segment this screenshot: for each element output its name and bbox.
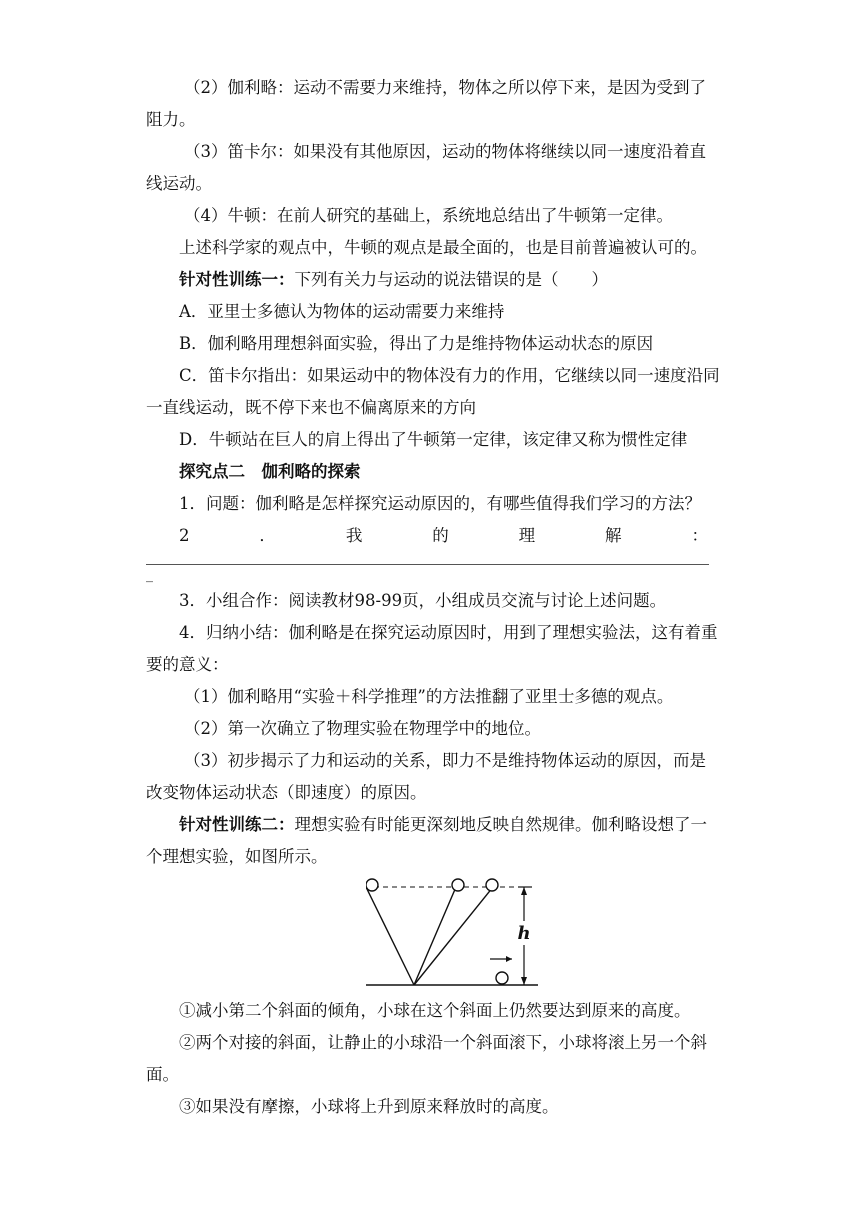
exercise-one-text: 下列有关力与运动的说法错误的是（ ） <box>294 270 608 289</box>
answer-prompt-char: 解 <box>605 526 622 545</box>
exercise-one-label: 针对性训练一： <box>179 270 295 289</box>
paragraph-descartes-view: （3）笛卡尔：如果没有其他原因，运动的物体将继续以同一速度沿着直线运动。 <box>146 142 706 193</box>
height-arrow-bottom <box>521 977 527 985</box>
document-content <box>146 72 720 1123</box>
motion-arrow-head <box>506 956 512 962</box>
step-one: ①减小第二个斜面的倾角，小球在这个斜面上仍然要达到原来的高度。 <box>179 1001 691 1020</box>
answer-prompt-char: ． <box>259 526 276 545</box>
ideal-experiment-figure <box>146 877 720 995</box>
answer-prompt-char: 我 <box>345 526 363 545</box>
answer-prompt-char: 的 <box>432 526 449 545</box>
option-a: A．亚里士多德认为物体的运动需要力来维持 <box>179 302 505 321</box>
exercise-two-text: 理想实验有时能更深刻地反映自然规律。伽利略设想了一个理想实验，如图所示。 <box>146 815 707 866</box>
ball-gentle-end <box>486 879 498 891</box>
option-b: B．伽利略用理想斜面实验，得出了力是维持物体运动状态的原因 <box>179 334 654 353</box>
answer-prompt-char: 理 <box>518 526 536 545</box>
summary-point-one: （1）伽利略用“实验＋科学推理”的方法推翻了亚里士多德的观点。 <box>184 687 674 706</box>
ball-horizontal <box>496 972 508 984</box>
option-d: D．牛顿站在巨人的肩上得出了牛顿第一定律，该定律又称为惯性定律 <box>179 430 688 449</box>
question-four: 4．归纳小结：伽利略是在探究运动原因时，用到了理想实验法，这有着重要的意义： <box>146 623 718 674</box>
left-slope <box>366 887 414 985</box>
option-c: C．笛卡尔指出：如果运动中的物体没有力的作用，它继续以同一速度沿同一直线运动，既不停下来也不偏离原来的方向 <box>146 366 720 417</box>
exercise-two-label: 针对性训练二： <box>179 815 295 834</box>
answer-prompt-line <box>146 520 720 552</box>
summary-point-three: （3）初步揭示了力和运动的关系，即力不是维持物体运动的原因，而是改变物体运动状态（即速度）的原因。 <box>146 751 706 802</box>
ball-steep-end <box>452 879 464 891</box>
ball-start <box>366 879 378 891</box>
answer-prompt-char: ： <box>691 526 708 545</box>
right-slope-gentle <box>414 887 493 985</box>
height-arrow-top <box>521 887 527 895</box>
question-three: 3．小组合作：阅读教材98-99页，小组成员交流与讨论上述问题。 <box>179 591 667 610</box>
right-slope-steep <box>414 887 456 985</box>
question-one: 1．问题：伽利略是怎样探究运动原因的，有哪些值得我们学习的方法？ <box>179 494 701 513</box>
section-heading-inquiry-two: 探究点二 伽利略的探索 <box>179 462 361 481</box>
inclined-planes-diagram <box>366 877 546 987</box>
answer-blank-continuation: _ <box>146 567 153 583</box>
paragraph-galileo-view: （2）伽利略：运动不需要力来维持，物体之所以停下来，是因为受到了阻力。 <box>146 78 706 129</box>
exercise-one-question <box>146 264 720 296</box>
height-label: h <box>517 923 531 944</box>
step-three: ③如果没有摩擦，小球将上升到原来释放时的高度。 <box>179 1097 559 1116</box>
paragraph-summary: 上述科学家的观点中，牛顿的观点是最全面的，也是目前普遍被认可的。 <box>179 238 707 257</box>
summary-point-two: （2）第一次确立了物理实验在物理学中的地位。 <box>184 719 541 738</box>
answer-prompt-char: 2 <box>179 526 190 545</box>
exercise-two-question <box>146 809 720 873</box>
step-two: ②两个对接的斜面，让静止的小球沿一个斜面滚下，小球将滚上另一个斜面。 <box>146 1033 707 1084</box>
paragraph-newton-view: （4）牛顿：在前人研究的基础上，系统地总结出了牛顿第一定律。 <box>184 206 673 225</box>
